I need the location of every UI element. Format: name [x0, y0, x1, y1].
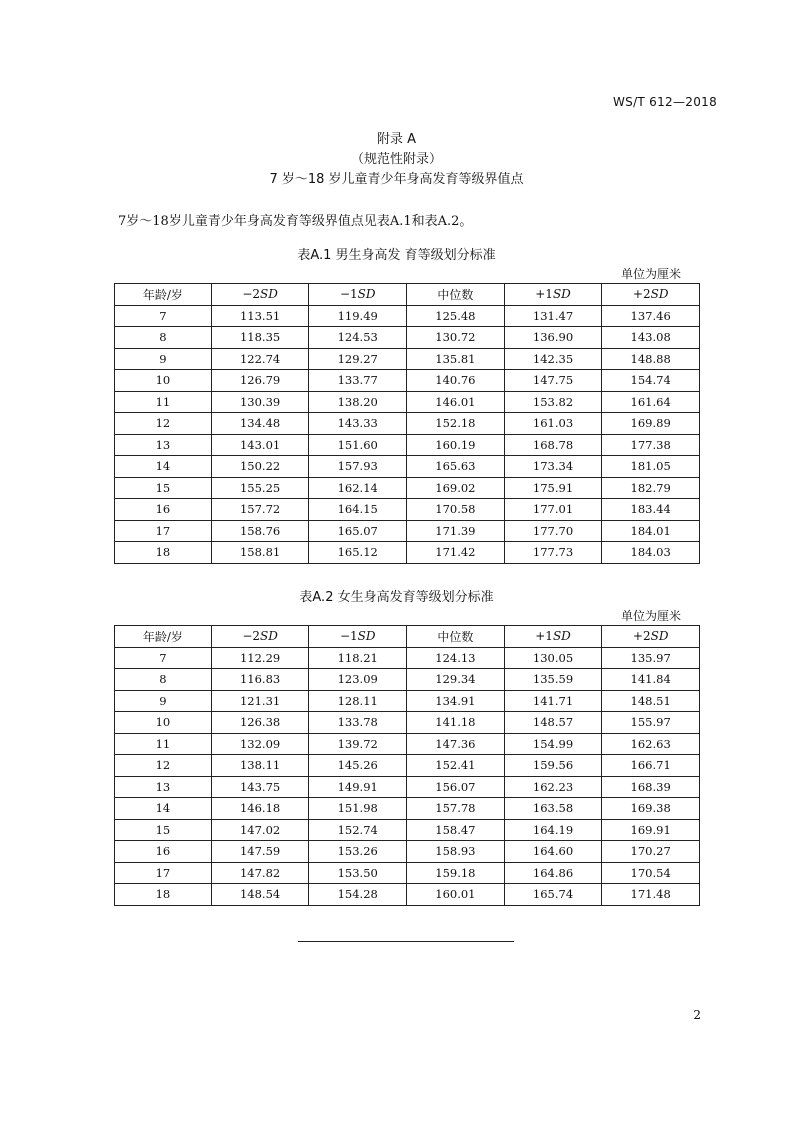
age-cell: 10 [115, 712, 212, 734]
value-cell: 164.86 [504, 862, 602, 884]
table-row [115, 434, 700, 456]
value-cell: 164.15 [309, 499, 407, 521]
value-cell: 162.23 [504, 776, 602, 798]
value-cell: 165.63 [407, 456, 505, 478]
value-cell: 170.54 [602, 862, 700, 884]
table-row [115, 456, 700, 478]
table-row [115, 755, 700, 777]
table-a2 [114, 625, 700, 906]
value-cell: 143.75 [211, 776, 309, 798]
value-cell: 139.72 [309, 733, 407, 755]
table-row [115, 542, 700, 564]
value-cell: 163.58 [504, 798, 602, 820]
age-cell: 17 [115, 520, 212, 542]
value-cell: 151.60 [309, 434, 407, 456]
value-cell: 142.35 [504, 348, 602, 370]
value-cell: 125.48 [407, 305, 505, 327]
value-cell: 160.19 [407, 434, 505, 456]
table-row [115, 647, 700, 669]
value-cell: 137.46 [602, 305, 700, 327]
appendix-heading: 7 岁～18 岁儿童青少年身高发育等级界值点 [269, 172, 524, 187]
value-cell: 143.33 [309, 413, 407, 435]
table-row [115, 884, 700, 906]
value-cell: 122.74 [211, 348, 309, 370]
value-cell: 133.78 [309, 712, 407, 734]
value-cell: 182.79 [602, 477, 700, 499]
value-cell: 148.51 [602, 690, 700, 712]
value-cell: 169.89 [602, 413, 700, 435]
value-cell: 118.35 [211, 327, 309, 349]
value-cell: 147.82 [211, 862, 309, 884]
appendix-title: 附录 A [376, 132, 417, 147]
value-cell: 156.07 [407, 776, 505, 798]
age-cell: 14 [115, 456, 212, 478]
value-cell: 183.44 [602, 499, 700, 521]
table-row [115, 798, 700, 820]
value-cell: 130.72 [407, 327, 505, 349]
value-cell: 170.27 [602, 841, 700, 863]
value-cell: 146.18 [211, 798, 309, 820]
value-cell: 131.47 [504, 305, 602, 327]
table-row [115, 669, 700, 691]
value-cell: 155.25 [211, 477, 309, 499]
value-cell: 129.27 [309, 348, 407, 370]
age-cell: 11 [115, 391, 212, 413]
value-cell: 177.73 [504, 542, 602, 564]
standard-code: WS/T 612—2018 [612, 95, 717, 109]
value-cell: 124.13 [407, 647, 505, 669]
value-cell: 143.01 [211, 434, 309, 456]
value-cell: 158.47 [407, 819, 505, 841]
value-cell: 151.98 [309, 798, 407, 820]
appendix-heading-block [0, 130, 793, 190]
age-cell: 12 [115, 413, 212, 435]
value-cell: 175.91 [504, 477, 602, 499]
value-cell: 154.99 [504, 733, 602, 755]
table-row [115, 841, 700, 863]
value-cell: 165.12 [309, 542, 407, 564]
value-cell: 112.29 [211, 647, 309, 669]
value-cell: 177.70 [504, 520, 602, 542]
column-header: −2SD [211, 626, 309, 648]
appendix-subtitle: （规范性附录） [350, 152, 442, 167]
value-cell: 134.48 [211, 413, 309, 435]
value-cell: 138.11 [211, 755, 309, 777]
value-cell: 154.74 [602, 370, 700, 392]
value-cell: 149.91 [309, 776, 407, 798]
value-cell: 169.38 [602, 798, 700, 820]
age-cell: 10 [115, 370, 212, 392]
value-cell: 170.58 [407, 499, 505, 521]
column-header: 年龄/岁 [115, 284, 212, 306]
value-cell: 184.01 [602, 520, 700, 542]
value-cell: 159.18 [407, 862, 505, 884]
value-cell: 126.38 [211, 712, 309, 734]
value-cell: 168.39 [602, 776, 700, 798]
value-cell: 166.71 [602, 755, 700, 777]
value-cell: 113.51 [211, 305, 309, 327]
table-row [115, 733, 700, 755]
column-header: −2SD [211, 284, 309, 306]
value-cell: 143.08 [602, 327, 700, 349]
age-cell: 11 [115, 733, 212, 755]
value-cell: 147.36 [407, 733, 505, 755]
value-cell: 158.93 [407, 841, 505, 863]
value-cell: 154.28 [309, 884, 407, 906]
value-cell: 152.18 [407, 413, 505, 435]
table-row [115, 413, 700, 435]
value-cell: 162.14 [309, 477, 407, 499]
value-cell: 135.97 [602, 647, 700, 669]
column-header: 中位数 [407, 284, 505, 306]
age-cell: 15 [115, 819, 212, 841]
value-cell: 161.03 [504, 413, 602, 435]
value-cell: 147.75 [504, 370, 602, 392]
value-cell: 132.09 [211, 733, 309, 755]
value-cell: 169.02 [407, 477, 505, 499]
value-cell: 165.74 [504, 884, 602, 906]
column-header: +2SD [602, 284, 700, 306]
table-row [115, 327, 700, 349]
value-cell: 150.22 [211, 456, 309, 478]
value-cell: 123.09 [309, 669, 407, 691]
value-cell: 164.60 [504, 841, 602, 863]
age-cell: 12 [115, 755, 212, 777]
value-cell: 162.63 [602, 733, 700, 755]
value-cell: 124.53 [309, 327, 407, 349]
value-cell: 138.20 [309, 391, 407, 413]
value-cell: 158.76 [211, 520, 309, 542]
value-cell: 140.76 [407, 370, 505, 392]
column-header: +2SD [602, 626, 700, 648]
table-a2-caption: 表A.2 女生身高发育等级划分标准 [299, 590, 494, 605]
table-a1-unit: 单位为厘米 [620, 267, 681, 281]
table-a2-unit: 单位为厘米 [620, 609, 681, 623]
table-row [115, 305, 700, 327]
column-header: 年龄/岁 [115, 626, 212, 648]
value-cell: 164.19 [504, 819, 602, 841]
intro-paragraph: 7岁～18岁儿童青少年身高发育等级界值点见表A.1和表A.2。 [118, 214, 473, 229]
table-row [115, 391, 700, 413]
age-cell: 18 [115, 542, 212, 564]
table-row [115, 712, 700, 734]
value-cell: 116.83 [211, 669, 309, 691]
value-cell: 153.50 [309, 862, 407, 884]
value-cell: 168.78 [504, 434, 602, 456]
table-header-row [115, 626, 700, 648]
value-cell: 135.81 [407, 348, 505, 370]
value-cell: 118.21 [309, 647, 407, 669]
value-cell: 126.79 [211, 370, 309, 392]
column-header: −1SD [309, 626, 407, 648]
age-cell: 9 [115, 348, 212, 370]
value-cell: 148.88 [602, 348, 700, 370]
table-row [115, 862, 700, 884]
table-row [115, 776, 700, 798]
value-cell: 146.01 [407, 391, 505, 413]
table-a1-caption: 表A.1 男生身高发 育等级划分标准 [297, 248, 496, 263]
value-cell: 148.54 [211, 884, 309, 906]
value-cell: 173.34 [504, 456, 602, 478]
column-header: +1SD [504, 626, 602, 648]
table-row [115, 499, 700, 521]
value-cell: 147.59 [211, 841, 309, 863]
value-cell: 145.26 [309, 755, 407, 777]
value-cell: 130.39 [211, 391, 309, 413]
value-cell: 121.31 [211, 690, 309, 712]
value-cell: 159.56 [504, 755, 602, 777]
age-cell: 8 [115, 669, 212, 691]
value-cell: 141.18 [407, 712, 505, 734]
age-cell: 18 [115, 884, 212, 906]
age-cell: 13 [115, 776, 212, 798]
column-header: −1SD [309, 284, 407, 306]
value-cell: 153.82 [504, 391, 602, 413]
value-cell: 177.01 [504, 499, 602, 521]
age-cell: 7 [115, 647, 212, 669]
value-cell: 128.11 [309, 690, 407, 712]
value-cell: 155.97 [602, 712, 700, 734]
age-cell: 16 [115, 841, 212, 863]
value-cell: 135.59 [504, 669, 602, 691]
age-cell: 9 [115, 690, 212, 712]
age-cell: 7 [115, 305, 212, 327]
table-row [115, 690, 700, 712]
value-cell: 171.42 [407, 542, 505, 564]
value-cell: 165.07 [309, 520, 407, 542]
table-row [115, 348, 700, 370]
value-cell: 141.84 [602, 669, 700, 691]
age-cell: 16 [115, 499, 212, 521]
value-cell: 152.74 [309, 819, 407, 841]
value-cell: 158.81 [211, 542, 309, 564]
value-cell: 157.78 [407, 798, 505, 820]
value-cell: 177.38 [602, 434, 700, 456]
value-cell: 160.01 [407, 884, 505, 906]
table-row [115, 370, 700, 392]
value-cell: 134.91 [407, 690, 505, 712]
value-cell: 153.26 [309, 841, 407, 863]
footer-rule [298, 941, 514, 942]
table-header-row [115, 284, 700, 306]
value-cell: 152.41 [407, 755, 505, 777]
table-a1 [114, 283, 700, 564]
age-cell: 15 [115, 477, 212, 499]
table-row [115, 477, 700, 499]
value-cell: 141.71 [504, 690, 602, 712]
value-cell: 129.34 [407, 669, 505, 691]
table-row [115, 819, 700, 841]
value-cell: 171.48 [602, 884, 700, 906]
value-cell: 119.49 [309, 305, 407, 327]
value-cell: 133.77 [309, 370, 407, 392]
table-row [115, 520, 700, 542]
page-number: 2 [693, 1008, 701, 1022]
age-cell: 13 [115, 434, 212, 456]
value-cell: 148.57 [504, 712, 602, 734]
age-cell: 17 [115, 862, 212, 884]
value-cell: 184.03 [602, 542, 700, 564]
column-header: 中位数 [407, 626, 505, 648]
value-cell: 161.64 [602, 391, 700, 413]
value-cell: 136.90 [504, 327, 602, 349]
value-cell: 157.93 [309, 456, 407, 478]
value-cell: 147.02 [211, 819, 309, 841]
value-cell: 181.05 [602, 456, 700, 478]
value-cell: 157.72 [211, 499, 309, 521]
age-cell: 14 [115, 798, 212, 820]
column-header: +1SD [504, 284, 602, 306]
value-cell: 171.39 [407, 520, 505, 542]
age-cell: 8 [115, 327, 212, 349]
value-cell: 130.05 [504, 647, 602, 669]
value-cell: 169.91 [602, 819, 700, 841]
